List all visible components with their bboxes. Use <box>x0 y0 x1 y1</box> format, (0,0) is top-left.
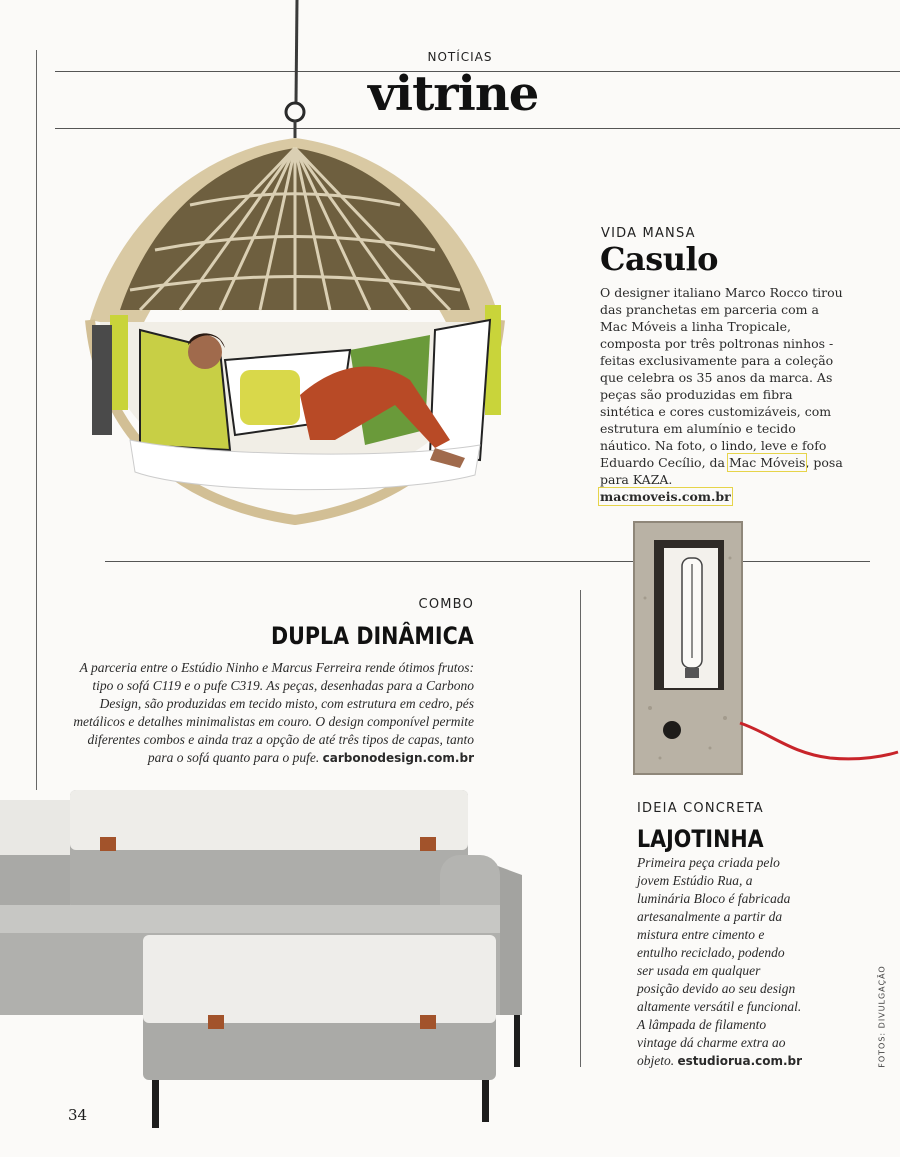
column-divider <box>580 590 581 1067</box>
combo-title: DUPLA DINÂMICA <box>271 622 474 650</box>
casulo-body <box>600 284 845 505</box>
section-label: NOTÍCIAS <box>427 50 493 64</box>
sofa-photo <box>0 785 530 1130</box>
combo-body-text: A parceria entre o Estúdio Ninho e Marcus Ferreira rende ótimos frutos: tipo o sofá C119 e o pufe C319. As peças, desenhadas para a Carbono Design, são produzidas em tecido misto, com estrutura em cedro, pés metálicos e detalhes minimalistas em couro. O design componível permite diferentes combos e ainda traz a opção de até três tipos de capas, tanto para o sofá quanto para o pufe. <box>73 660 474 765</box>
concrete-lamp-photo <box>630 518 900 780</box>
lajotinha-kicker: IDEIA CONCRETA <box>637 801 764 816</box>
lajotinha-body <box>637 854 803 1070</box>
casulo-body-end: da <box>709 455 726 470</box>
casulo-url-link[interactable]: macmoveis.com.br <box>600 489 731 504</box>
casulo-kicker: VIDA MANSA <box>601 226 696 241</box>
lajotinha-body-text: Primeira peça criada pelo jovem Estúdio Rua, a luminária Bloco é fabricada artesanalmente a partir da mistura entre cimento e entulho reciclado, podendo ser usada em qualquer posição devido ao seu design altamente versátil e funcional. A lâmpada de filamento vintage dá charme extra ao objeto. <box>637 855 802 1068</box>
mac-moveis-highlight: Mac Móveis <box>729 455 806 470</box>
nest-chair-photo <box>80 0 530 530</box>
casulo-title: Casulo <box>600 240 718 278</box>
page-number: 34 <box>68 1106 88 1124</box>
left-margin-rule <box>36 50 37 790</box>
photo-credit: FOTOS: DIVULGAÇÃO <box>877 965 887 1068</box>
lajotinha-url-link[interactable]: estudiorua.com.br <box>677 1054 803 1068</box>
casulo-body-tail: , posa para KAZA. <box>600 455 843 487</box>
page-title: vitrine <box>368 66 539 122</box>
combo-kicker: COMBO <box>418 597 474 612</box>
combo-url-link[interactable]: carbonodesign.com.br <box>322 751 474 765</box>
casulo-body-text: O designer italiano Marco Rocco tirou das pranchetas em parceria com a Mac Móveis a linha Tropicale, composta por três poltronas ninhos - feitas exclusivamente para a coleção que celebra os 35 anos da marca. As peças são produzidas em fibra sintética e cores customizáveis, com estrutura em alumínio e tecido náutico. Na foto, o lindo, leve e fofo Eduardo Cecílio, <box>600 285 843 470</box>
lajotinha-title: LAJOTINHA <box>637 825 764 853</box>
combo-body <box>72 659 474 767</box>
